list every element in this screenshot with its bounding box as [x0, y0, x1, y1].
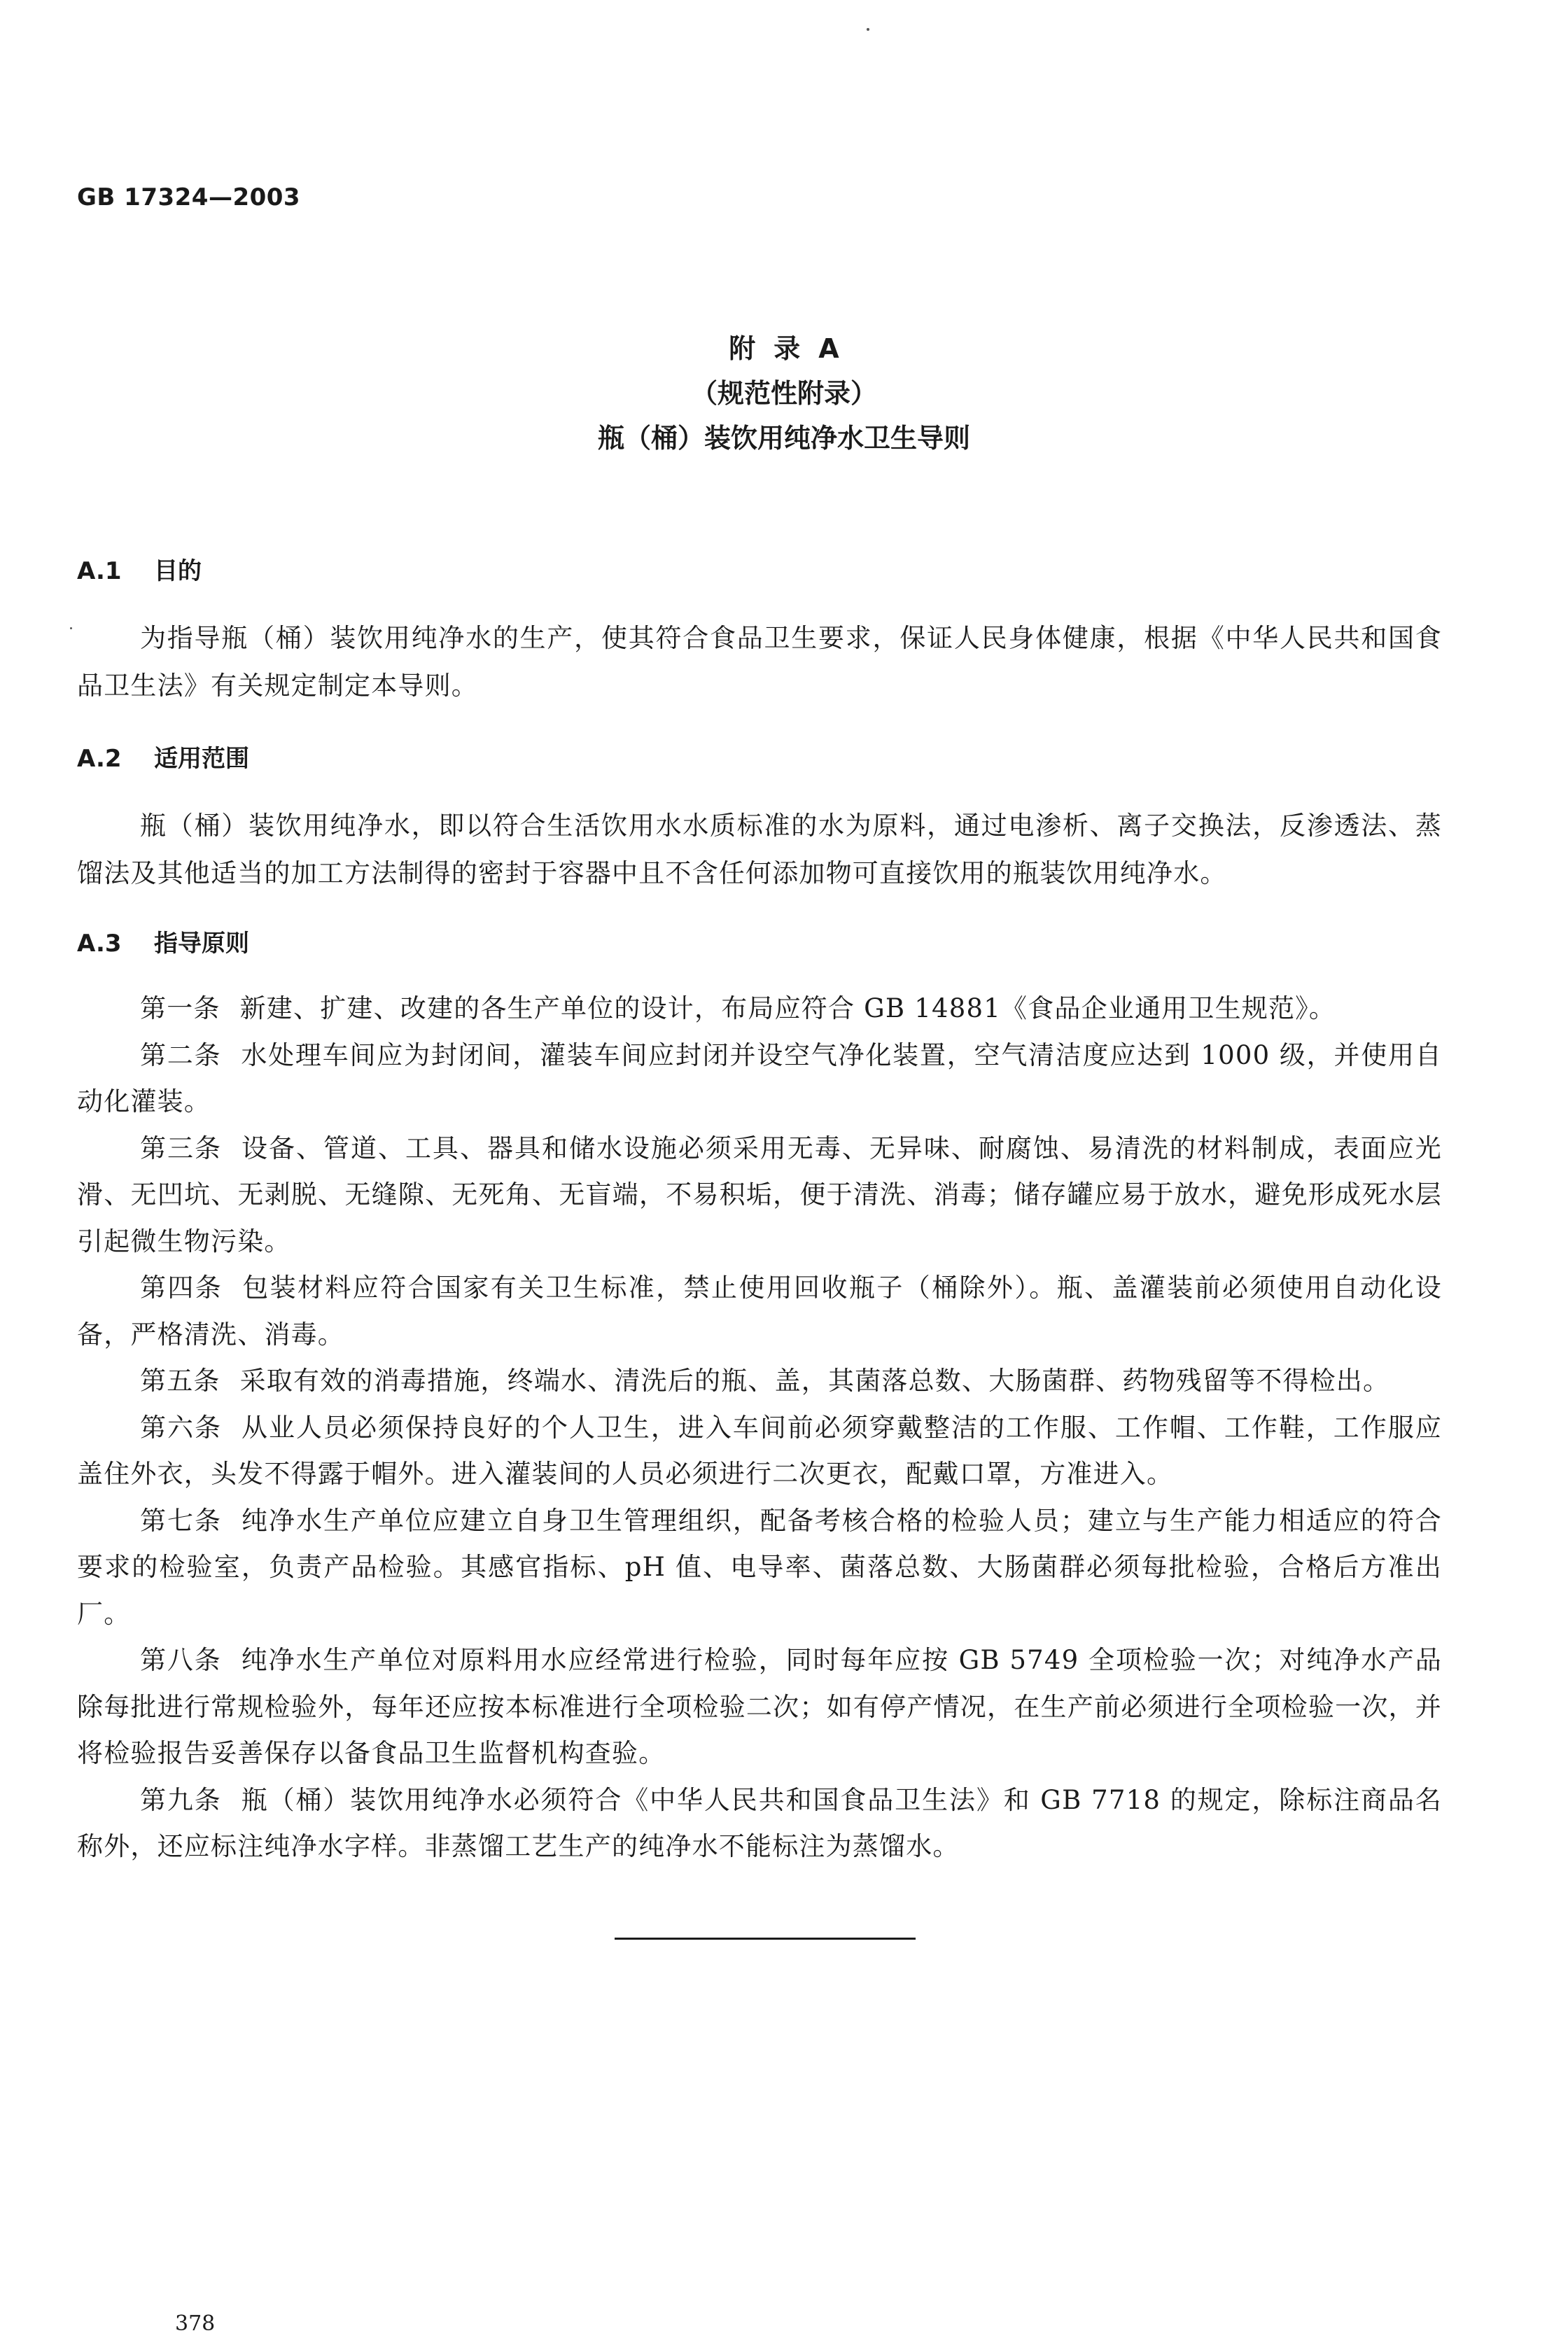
article-text: 瓶（桶）装饮用纯净水必须符合《中华人民共和国食品卫生法》和 GB 7718 的规定，除标注商品名称外，还应标注纯净水字样。非蒸馏工艺生产的纯净水不能标注为蒸馏水。 — [77, 1784, 1442, 1861]
article-text: 纯净水生产单位应建立自身卫生管理组织，配备考核合格的检验人员；建立与生产能力相适应的符合要求的检验室，负责产品检验。其感官指标、pH 值、电导率、菌落总数、大肠菌群必须每批检验，合格后方准出厂。 — [77, 1505, 1442, 1629]
article-label: 第五条 — [140, 1366, 220, 1396]
scan-speck — [867, 28, 869, 31]
section-title: 目的 — [154, 557, 202, 585]
page-number: 378 — [175, 2311, 216, 2336]
article-text: 纯净水生产单位对原料用水应经常进行检验，同时每年应按 GB 5749 全项检验一次；对纯净水产品除每批进行常规检验外，每年还应按本标准进行全项检验二次；如有停产情况，在生产前必须进行全项检验一次，并将检验报告妥善保存以备食品卫生监督机构查验。 — [77, 1645, 1442, 1768]
section-number: A.3 — [77, 930, 122, 958]
section-number: A.1 — [77, 557, 122, 585]
article-list — [77, 986, 1442, 1870]
article-text: 包装材料应符合国家有关卫生标准，禁止使用回收瓶子（桶除外）。瓶、盖灌装前必须使用自动化设备，严格清洗、消毒。 — [77, 1273, 1442, 1350]
article-item — [77, 1358, 1442, 1405]
section-heading — [77, 550, 1442, 592]
article-label: 第六条 — [140, 1412, 222, 1443]
article-item — [77, 1777, 1442, 1870]
section-a3 — [77, 923, 1442, 1870]
article-label: 第四条 — [140, 1273, 223, 1303]
article-item — [77, 1265, 1442, 1358]
article-item — [77, 1498, 1442, 1638]
article-item — [77, 1405, 1442, 1498]
article-text: 从业人员必须保持良好的个人卫生，进入车间前必须穿戴整洁的工作服、工作帽、工作鞋，工作服应盖住外衣，头发不得露于帽外。进入灌装间的人员必须进行二次更衣，配戴口罩，方准进入。 — [77, 1412, 1442, 1489]
article-label: 第八条 — [140, 1645, 222, 1675]
article-text: 水处理车间应为封闭间，灌装车间应封闭并设空气净化装置，空气清洁度应达到 1000 级，并使用自动化灌装。 — [77, 1040, 1442, 1116]
article-text: 新建、扩建、改建的各生产单位的设计，布局应符合 GB 14881《食品企业通用卫生规范》。 — [239, 993, 1336, 1023]
article-label: 第九条 — [140, 1784, 222, 1815]
appendix-type: （规范性附录） — [690, 378, 877, 409]
article-label: 第三条 — [140, 1133, 222, 1163]
scan-speck — [70, 627, 72, 629]
section-number: A.2 — [77, 745, 122, 773]
section-paragraph: 为指导瓶（桶）装饮用纯净水的生产，使其符合食品卫生要求，保证人民身体健康，根据《中华人民共和国食品卫生法》有关规定制定本导则。 — [77, 623, 1442, 701]
article-item — [77, 1032, 1442, 1126]
section-a1 — [77, 550, 1442, 710]
standard-code: GB 17324—2003 — [77, 183, 301, 211]
article-label: 第七条 — [140, 1505, 222, 1536]
article-item — [77, 1637, 1442, 1777]
article-item — [77, 1126, 1442, 1266]
section-heading — [77, 738, 1442, 780]
article-label: 第一条 — [140, 993, 220, 1023]
article-label: 第二条 — [140, 1040, 222, 1070]
section-paragraph: 瓶（桶）装饮用纯净水，即以符合生活饮用水水质标准的水为原料，通过电渗析、离子交换法，反渗透法、蒸馏法及其他适当的加工方法制得的密封于容器中且不含任何添加物可直接饮用的瓶装饮用纯净水。 — [77, 811, 1442, 888]
article-text: 设备、管道、工具、器具和储水设施必须采用无毒、无异味、耐腐蚀、易清洗的材料制成，表面应光滑、无凹坑、无剥脱、无缝隙、无死角、无盲端，不易积垢，便于清洗、消毒；储存罐应易于放水，避免形成死水层引起微生物污染。 — [77, 1133, 1442, 1256]
section-title: 适用范围 — [154, 745, 249, 773]
appendix-main-title: 瓶（桶）装饮用纯净水卫生导则 — [597, 423, 970, 454]
section-a2 — [77, 738, 1442, 897]
appendix-title-block — [0, 326, 1568, 461]
article-item — [77, 986, 1442, 1032]
section-title: 指导原则 — [154, 930, 249, 958]
appendix-label: 附录A — [729, 333, 858, 364]
article-text: 采取有效的消毒措施，终端水、清洗后的瓶、盖，其菌落总数、大肠菌群、药物残留等不得检出。 — [239, 1366, 1390, 1396]
section-heading — [77, 923, 1442, 965]
end-of-document-rule — [615, 1938, 916, 1940]
